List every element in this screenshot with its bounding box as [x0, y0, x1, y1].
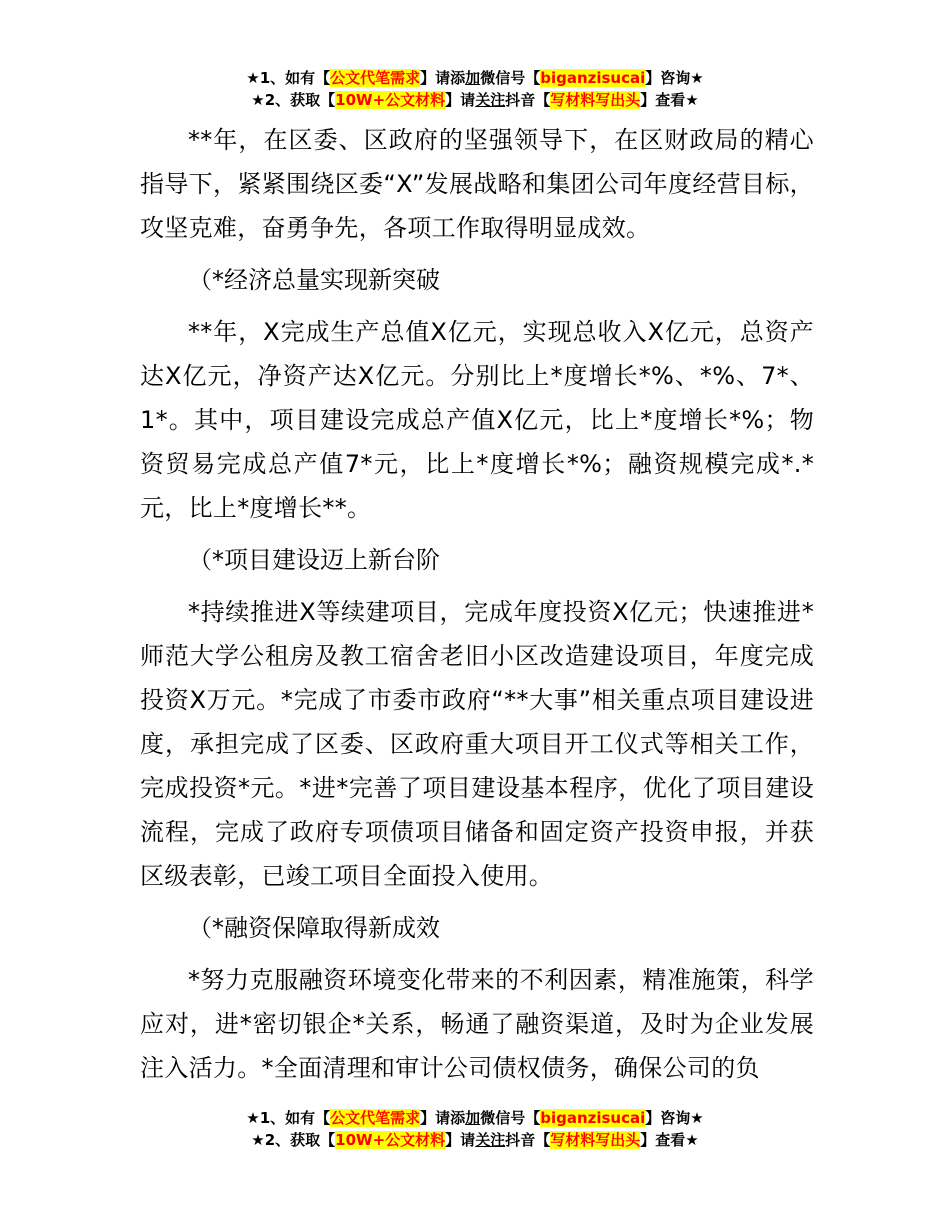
paragraph-intro: **年，在区委、区政府的坚强领导下，在区财政局的精心指导下，紧紧围绕区委“X”发展战略和集团公司年度经营目标，攻坚克难，奋勇争先，各项工作取得明显成效。 [140, 126, 814, 242]
highlight-materials: 10W+公文材料 [335, 91, 446, 109]
star-icon: ★ [690, 69, 704, 87]
banner-emphasis: 关注 [475, 1131, 506, 1149]
paragraph-financing: *努力克服融资环境变化带来的不利因素，精准施策，科学应对，进*密切银企*关系，畅通了融资渠道，及时为企业发展注入活力。*全面清理和审计公司债权债务，确保公司的负 [140, 966, 814, 1082]
document-body [140, 118, 814, 1098]
banner-text: 】请 [445, 91, 476, 109]
banner-emphasis: 关注 [475, 91, 506, 109]
highlight-douyin: 写材料写出头 [550, 91, 641, 109]
banner-emphasis: 加 [465, 69, 481, 87]
banner-text: 2、获取【 [264, 1131, 336, 1149]
banner-line-1 [0, 67, 950, 89]
star-icon: ★ [251, 1131, 265, 1149]
banner-text: 抖音【 [505, 1131, 551, 1149]
banner-emphasis: 加 [465, 1109, 481, 1127]
section-heading-economy: （*经济总量实现新突破 [188, 266, 440, 294]
banner-text: 】请添 [420, 69, 466, 87]
banner-text: 2、获取【 [264, 91, 336, 109]
highlight-ghostwriting: 公文代笔需求 [330, 1109, 421, 1127]
star-icon: ★ [690, 1109, 704, 1127]
star-icon: ★ [251, 91, 265, 109]
banner-text: 】请添 [420, 1109, 466, 1127]
highlight-ghostwriting: 公文代笔需求 [330, 69, 421, 87]
footer-banner [0, 1107, 950, 1151]
star-icon: ★ [246, 69, 260, 87]
banner-text: 】查看 [640, 1131, 686, 1149]
banner-text: 微信号【 [480, 1109, 541, 1127]
banner-line-1 [0, 1107, 950, 1129]
banner-text: 】查看 [640, 91, 686, 109]
banner-text: 抖音【 [505, 91, 551, 109]
header-banner [0, 67, 950, 111]
banner-text: 】请 [445, 1131, 476, 1149]
highlight-materials: 10W+公文材料 [335, 1131, 446, 1149]
paragraph-projects: *持续推进X等续建项目，完成年度投资X亿元；快速推进*师范大学公租房及教工宿舍老旧小区改造建设项目，年度完成投资X万元。*完成了市委市政府“**大事”相关重点项目建设进度，承担完成了区委、区政府重大项目开工仪式等相关工作，完成投资*元。*进*完善了项目建设基本程序，优化了项目建设流程，完成了政府专项债项目储备和固定资产投资申报，并获区级表彰，已竣工项目全面投入使用。 [140, 598, 814, 890]
banner-text: 】咨询 [645, 69, 691, 87]
section-heading-projects: （*项目建设迈上新台阶 [188, 546, 440, 574]
banner-line-2 [0, 89, 950, 111]
highlight-wechat-id: biganzisucai [540, 1109, 646, 1127]
banner-text: 1、如有【 [259, 1109, 331, 1127]
banner-text: 】咨询 [645, 1109, 691, 1127]
section-heading-financing: （*融资保障取得新成效 [188, 914, 440, 942]
highlight-douyin: 写材料写出头 [550, 1131, 641, 1149]
banner-line-2 [0, 1129, 950, 1151]
highlight-wechat-id: biganzisucai [540, 69, 646, 87]
paragraph-economy: **年，X完成生产总值X亿元，实现总收入X亿元，总资产达X亿元，净资产达X亿元。分别比上*度增长*%、*%、7*、1*。其中，项目建设完成总产值X亿元，比上*度增长*%；物资贸易完成总产值7*元，比上*度增长*%；融资规模完成*.*元，比上*度增长**。 [140, 318, 814, 522]
star-icon: ★ [246, 1109, 260, 1127]
banner-text: 微信号【 [480, 69, 541, 87]
star-icon: ★ [685, 91, 699, 109]
star-icon: ★ [685, 1131, 699, 1149]
banner-text: 1、如有【 [259, 69, 331, 87]
